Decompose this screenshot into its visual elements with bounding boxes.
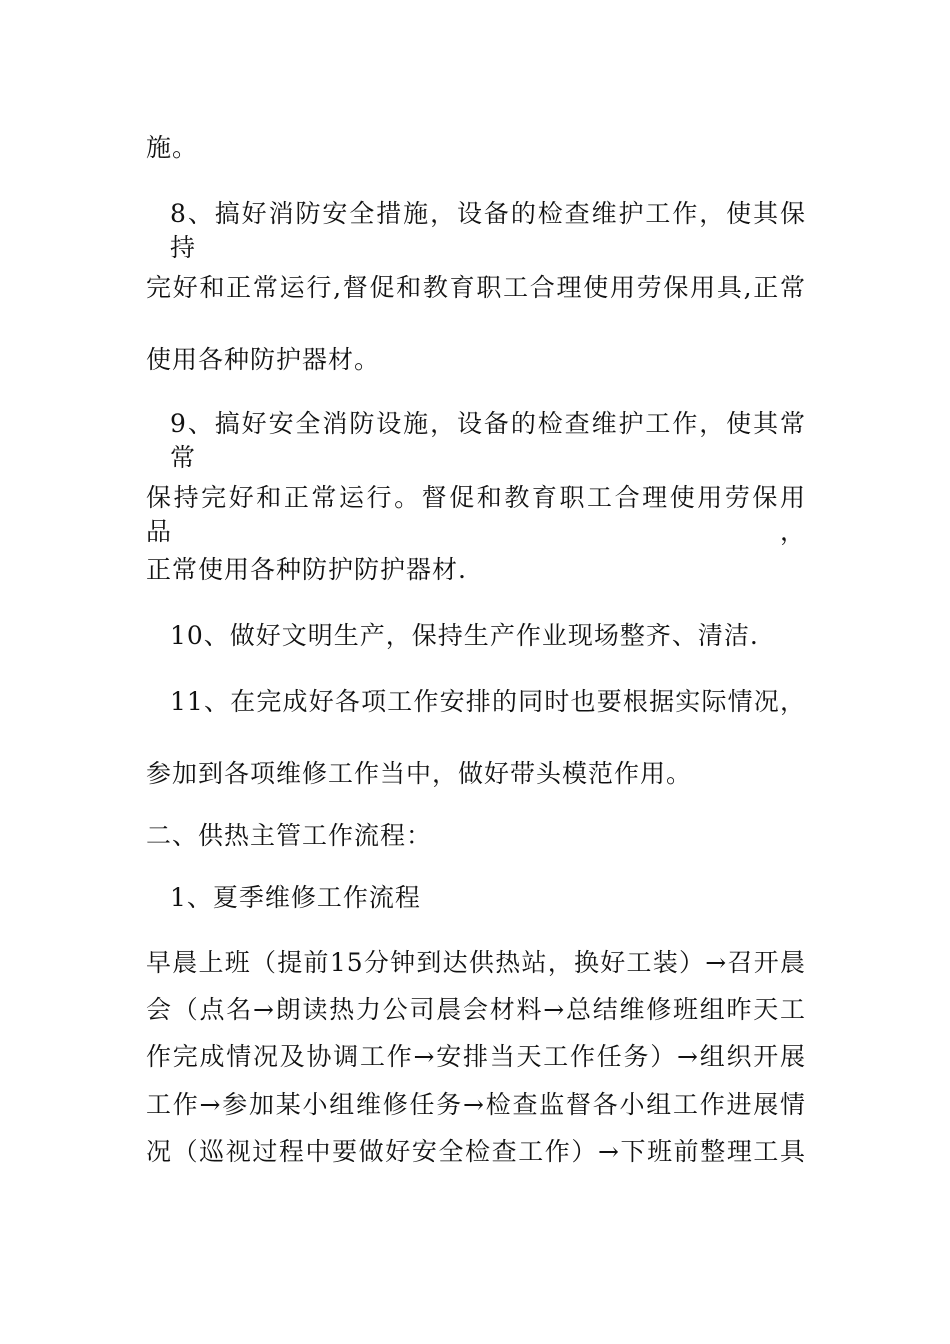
flow-line-5: 况（巡视过程中要做好安全检查工作）→下班前整理工具: [146, 1137, 806, 1166]
item-9-line-3: 正常使用各种防护防护器材.: [146, 555, 467, 584]
flow-line-4: 工作→参加某小组维修任务→检查监督各小组工作进展情: [146, 1090, 806, 1119]
item-9-line-1: 9、搞好安全消防设施，设备的检查维护工作，使其常常: [170, 409, 806, 472]
item-11-line-2: 参加到各项维修工作当中，做好带头模范作用。: [146, 759, 693, 788]
item-8-line-2: 完好和正常运行,督促和教育职工合理使用劳保用具,正常: [146, 273, 806, 302]
flow-line-2: 会（点名→朗读热力公司晨会材料→总结维修班组昨天工: [146, 995, 806, 1024]
item-8-line-3: 使用各种防护器材。: [146, 345, 381, 374]
flow-line-1: 早晨上班（提前15分钟到达供热站，换好工装）→召开晨: [146, 948, 806, 977]
item-11-line-1: 11、在完成好各项工作安排的同时也要根据实际情况，: [170, 687, 806, 716]
item-8-line-1: 8、搞好消防安全措施，设备的检查维护工作，使其保持: [170, 199, 806, 262]
subsection-heading: 1、夏季维修工作流程: [170, 883, 421, 912]
item-10-line-1: 10、做好文明生产，保持生产作业现场整齐、清洁.: [170, 621, 759, 650]
flow-line-3: 作完成情况及协调工作→安排当天工作任务）→组织开展: [146, 1042, 806, 1071]
text-line-1: 施。: [146, 133, 199, 162]
item-9-line-2: 保持完好和正常运行。督促和教育职工合理使用劳保用品，: [146, 483, 806, 546]
section-heading: 二、供热主管工作流程：: [146, 821, 433, 850]
